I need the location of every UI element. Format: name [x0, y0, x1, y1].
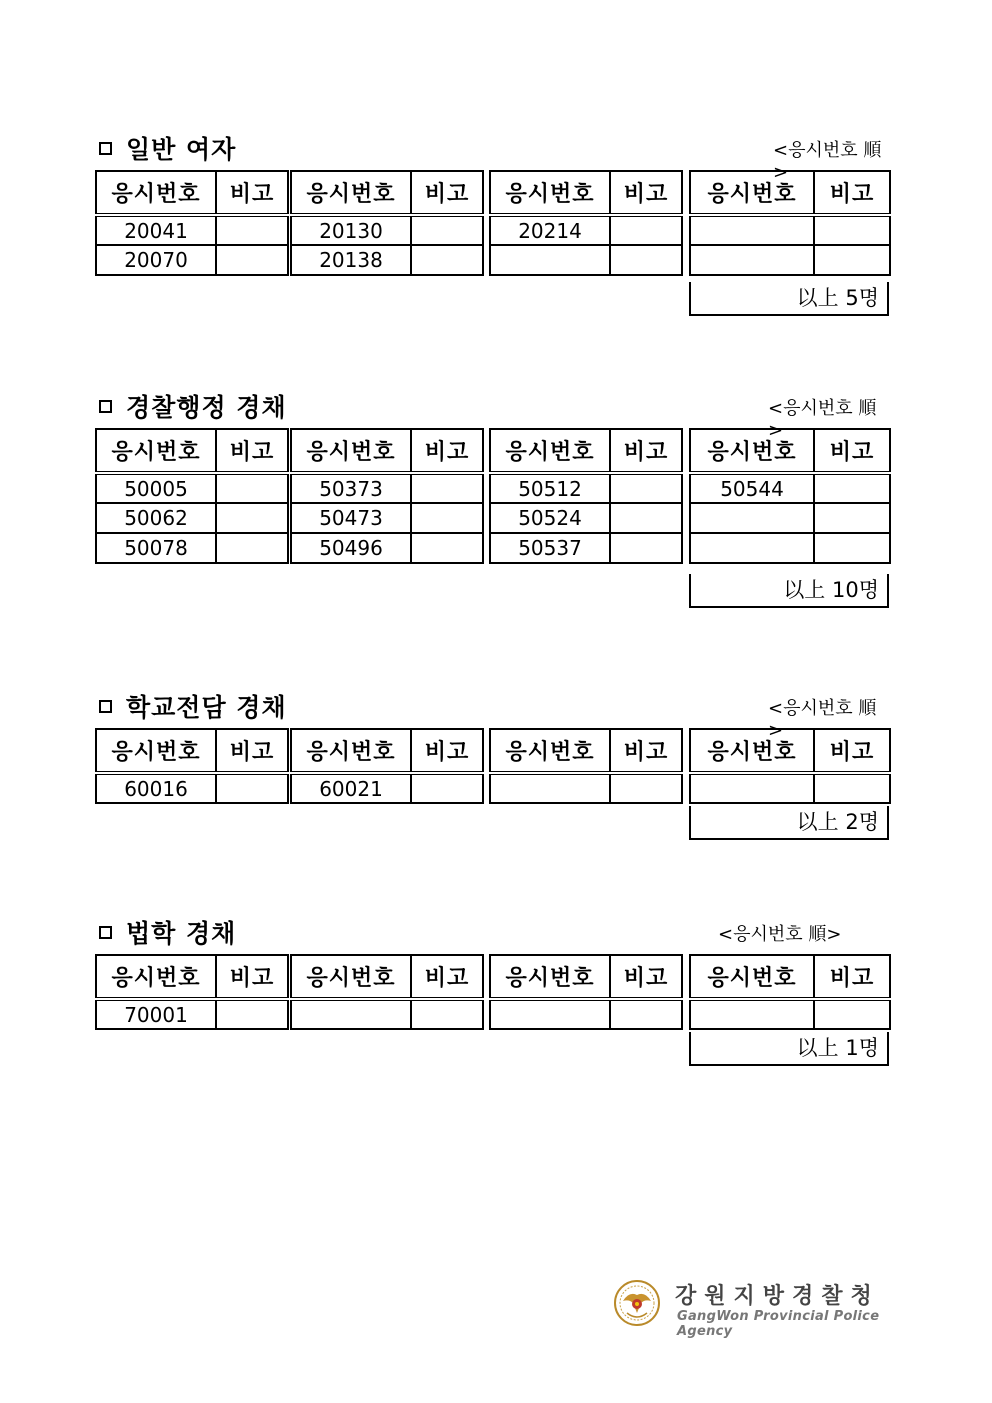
table-header-row — [96, 429, 288, 473]
table-row — [96, 473, 288, 503]
sort-order-note: <응시번호 順> — [768, 398, 877, 441]
table-block — [489, 428, 683, 564]
exam-number-cell — [690, 999, 814, 1029]
remarks-cell — [411, 999, 483, 1029]
header-remarks: 비고 — [814, 429, 890, 473]
section-header — [95, 388, 891, 441]
table-row — [96, 245, 288, 275]
number-table — [95, 428, 891, 608]
table-block — [290, 728, 484, 804]
exam-number-cell: 70001 — [96, 999, 216, 1029]
table-row — [96, 533, 288, 563]
header-exam-number: 응시번호 — [96, 955, 216, 999]
agency-name-korean: 강원지방경찰청 — [675, 1284, 880, 1309]
remarks-cell — [814, 215, 890, 245]
number-table — [95, 728, 891, 840]
remarks-cell — [411, 533, 483, 563]
square-bullet-icon — [99, 926, 112, 939]
exam-number-cell — [690, 773, 814, 803]
remarks-cell — [216, 245, 288, 275]
exam-number-cell: 50078 — [96, 533, 216, 563]
section-title — [95, 388, 287, 424]
table-header-row — [490, 955, 682, 999]
exam-number-cell: 50512 — [490, 473, 610, 503]
section-title-text: 학교전담 경채 — [126, 693, 287, 722]
remarks-cell — [411, 503, 483, 533]
exam-number-cell: 20214 — [490, 215, 610, 245]
square-bullet-icon — [99, 400, 112, 413]
table-header-row — [96, 171, 288, 215]
table-row — [490, 215, 682, 245]
footer-agency — [613, 1277, 893, 1339]
exam-number-cell — [690, 533, 814, 563]
section-header — [95, 688, 891, 741]
exam-number-cell: 20138 — [291, 245, 411, 275]
remarks-cell — [610, 533, 682, 563]
exam-number-cell: 50062 — [96, 503, 216, 533]
section-header — [95, 130, 891, 183]
total-count: 以上 2명 — [689, 806, 889, 840]
section-1 — [95, 130, 891, 316]
header-remarks: 비고 — [610, 429, 682, 473]
exam-number-cell — [291, 999, 411, 1029]
header-exam-number: 응시번호 — [291, 429, 411, 473]
remarks-cell — [814, 999, 890, 1029]
table-row — [291, 999, 483, 1029]
table-row — [96, 773, 288, 803]
section-title-text: 법학 경채 — [126, 919, 237, 948]
header-exam-number: 응시번호 — [291, 171, 411, 215]
table-block — [689, 954, 891, 1030]
table-row — [291, 473, 483, 503]
exam-number-cell: 20041 — [96, 215, 216, 245]
header-exam-number: 응시번호 — [690, 171, 814, 215]
table-row — [690, 533, 890, 563]
header-exam-number: 응시번호 — [490, 429, 610, 473]
header-exam-number: 응시번호 — [490, 955, 610, 999]
header-remarks: 비고 — [610, 171, 682, 215]
table-block — [95, 170, 289, 276]
remarks-cell — [411, 773, 483, 803]
table-block — [95, 728, 289, 804]
header-exam-number: 응시번호 — [490, 171, 610, 215]
table-row — [96, 215, 288, 245]
exam-number-cell: 50373 — [291, 473, 411, 503]
section-header — [95, 914, 891, 954]
table-header-row — [291, 955, 483, 999]
table-row — [291, 773, 483, 803]
total-count: 以上 5명 — [689, 282, 889, 316]
header-remarks: 비고 — [216, 429, 288, 473]
header-exam-number: 응시번호 — [96, 729, 216, 773]
table-block — [489, 954, 683, 1030]
table-header-row — [690, 429, 890, 473]
remarks-cell — [610, 245, 682, 275]
table-block — [689, 170, 891, 276]
table-block — [489, 170, 683, 276]
table-header-row — [690, 955, 890, 999]
sort-order-note: <응시번호 順> — [718, 924, 842, 945]
header-remarks: 비고 — [411, 429, 483, 473]
exam-number-cell: 50544 — [690, 473, 814, 503]
header-remarks: 비고 — [610, 729, 682, 773]
table-header-row — [96, 955, 288, 999]
header-remarks: 비고 — [216, 729, 288, 773]
table-row — [96, 503, 288, 533]
header-exam-number: 응시번호 — [690, 729, 814, 773]
table-block — [689, 428, 891, 564]
table-row — [96, 999, 288, 1029]
table-header-row — [291, 729, 483, 773]
section-title — [95, 914, 236, 950]
table-row — [690, 503, 890, 533]
exam-number-cell: 60016 — [96, 773, 216, 803]
exam-number-cell — [490, 773, 610, 803]
header-remarks: 비고 — [610, 955, 682, 999]
remarks-cell — [814, 245, 890, 275]
remarks-cell — [216, 999, 288, 1029]
remarks-cell — [216, 503, 288, 533]
table-row — [291, 503, 483, 533]
table-header-row — [490, 429, 682, 473]
table-block — [489, 728, 683, 804]
table-block — [290, 954, 484, 1030]
remarks-cell — [411, 473, 483, 503]
table-row — [490, 503, 682, 533]
square-bullet-icon — [99, 700, 112, 713]
table-header-row — [96, 729, 288, 773]
header-remarks: 비고 — [814, 729, 890, 773]
number-table — [95, 170, 891, 316]
table-row — [291, 215, 483, 245]
square-bullet-icon — [99, 142, 112, 155]
header-remarks: 비고 — [216, 171, 288, 215]
remarks-cell — [610, 473, 682, 503]
remarks-cell — [814, 773, 890, 803]
exam-number-cell: 20130 — [291, 215, 411, 245]
table-row — [291, 533, 483, 563]
remarks-cell — [411, 215, 483, 245]
table-row — [490, 533, 682, 563]
table-row — [490, 245, 682, 275]
exam-number-cell — [690, 245, 814, 275]
table-header-row — [690, 729, 890, 773]
table-block — [95, 428, 289, 564]
remarks-cell — [814, 503, 890, 533]
exam-number-cell: 50496 — [291, 533, 411, 563]
remarks-cell — [216, 533, 288, 563]
header-exam-number: 응시번호 — [490, 729, 610, 773]
header-exam-number: 응시번호 — [690, 429, 814, 473]
table-row — [291, 245, 483, 275]
table-row — [690, 773, 890, 803]
section-2 — [95, 388, 891, 608]
header-exam-number: 응시번호 — [291, 955, 411, 999]
table-row — [690, 215, 890, 245]
header-exam-number: 응시번호 — [291, 729, 411, 773]
table-header-row — [291, 429, 483, 473]
exam-number-cell: 50537 — [490, 533, 610, 563]
table-row — [490, 473, 682, 503]
exam-number-cell — [690, 215, 814, 245]
sort-order-note: <응시번호 順> — [768, 698, 877, 741]
remarks-cell — [610, 773, 682, 803]
section-3 — [95, 688, 891, 840]
remarks-cell — [216, 773, 288, 803]
police-emblem-icon — [613, 1279, 661, 1327]
header-remarks: 비고 — [411, 729, 483, 773]
exam-number-cell: 50473 — [291, 503, 411, 533]
remarks-cell — [216, 215, 288, 245]
sort-order-note: <응시번호 順> — [773, 140, 882, 183]
section-4 — [95, 914, 891, 1066]
table-block — [689, 728, 891, 804]
exam-number-cell: 50005 — [96, 473, 216, 503]
remarks-cell — [814, 533, 890, 563]
exam-number-cell: 50524 — [490, 503, 610, 533]
agency-name-english: GangWon Provincial Police Agency — [677, 1309, 880, 1339]
exam-number-cell — [490, 999, 610, 1029]
header-exam-number: 응시번호 — [96, 429, 216, 473]
exam-number-cell — [490, 245, 610, 275]
table-row — [690, 473, 890, 503]
table-block — [290, 170, 484, 276]
table-block — [290, 428, 484, 564]
header-remarks: 비고 — [814, 171, 890, 215]
table-row — [690, 999, 890, 1029]
header-exam-number: 응시번호 — [96, 171, 216, 215]
remarks-cell — [814, 473, 890, 503]
header-remarks: 비고 — [411, 171, 483, 215]
table-block — [95, 954, 289, 1030]
remarks-cell — [610, 215, 682, 245]
header-remarks: 비고 — [216, 955, 288, 999]
exam-number-cell — [690, 503, 814, 533]
section-title-text: 경찰행정 경채 — [126, 393, 287, 422]
section-title-text: 일반 여자 — [126, 135, 237, 164]
section-title — [95, 688, 287, 724]
table-header-row — [490, 171, 682, 215]
table-row — [490, 999, 682, 1029]
table-header-row — [690, 171, 890, 215]
remarks-cell — [610, 503, 682, 533]
table-row — [490, 773, 682, 803]
total-count: 以上 10명 — [689, 574, 889, 608]
remarks-cell — [411, 245, 483, 275]
header-remarks: 비고 — [814, 955, 890, 999]
number-table — [95, 954, 891, 1066]
exam-number-cell: 20070 — [96, 245, 216, 275]
total-count: 以上 1명 — [689, 1032, 889, 1066]
remarks-cell — [610, 999, 682, 1029]
table-header-row — [291, 171, 483, 215]
header-exam-number: 응시번호 — [690, 955, 814, 999]
header-remarks: 비고 — [411, 955, 483, 999]
remarks-cell — [216, 473, 288, 503]
table-header-row — [490, 729, 682, 773]
exam-number-cell: 60021 — [291, 773, 411, 803]
section-title — [95, 130, 236, 166]
table-row — [690, 245, 890, 275]
